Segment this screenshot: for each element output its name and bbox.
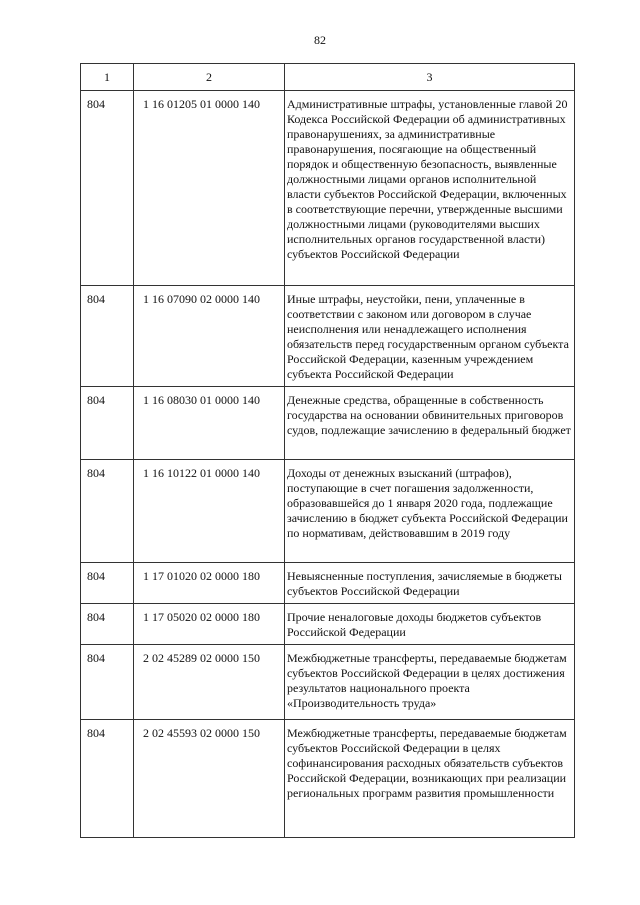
admin-code-cell: 804 <box>81 91 134 286</box>
revenue-name-cell: Доходы от денежных взысканий (штрафов), поступающие в счет погашения задолженности, образовавшейся до 1 января 2020 года, подлежащие зачислению в бюджет субъекта Российской Федерации по нормативам, действовавшим в 2019 году <box>285 460 575 563</box>
table-row <box>81 286 575 387</box>
kbk-cell: 2 02 45593 02 0000 150 <box>134 720 285 838</box>
revenue-name-cell: Межбюджетные трансферты, передаваемые бюджетам субъектов Российской Федерации в целях достижения результатов национального проекта «Производительность труда» <box>285 645 575 720</box>
admin-code-cell: 804 <box>81 604 134 645</box>
column-header-3: 3 <box>285 64 575 91</box>
admin-code-cell: 804 <box>81 460 134 563</box>
admin-code-cell: 804 <box>81 286 134 387</box>
table-row <box>81 563 575 604</box>
revenue-name-cell: Прочие неналоговые доходы бюджетов субъектов Российской Федерации <box>285 604 575 645</box>
table-row <box>81 387 575 460</box>
column-header-2: 2 <box>134 64 285 91</box>
kbk-cell: 1 16 07090 02 0000 140 <box>134 286 285 387</box>
table-row <box>81 720 575 838</box>
kbk-cell: 1 16 08030 01 0000 140 <box>134 387 285 460</box>
revenue-name-cell: Невыясненные поступления, зачисляемые в бюджеты субъектов Российской Федерации <box>285 563 575 604</box>
revenue-name-cell: Денежные средства, обращенные в собственность государства на основании обвинительных приговоров судов, подлежащие зачислению в федеральный бюджет <box>285 387 575 460</box>
table-row <box>81 460 575 563</box>
kbk-cell: 2 02 45289 02 0000 150 <box>134 645 285 720</box>
revenue-name-cell: Иные штрафы, неустойки, пени, уплаченные в соответствии с законом или договором в случае неисполнения или ненадлежащего исполнения обязательств перед государственным органом субъекта Российской Федерации, казенным учреждением субъекта Российской Федерации <box>285 286 575 387</box>
page-number: 82 <box>314 33 326 47</box>
table-row <box>81 604 575 645</box>
admin-code-cell: 804 <box>81 387 134 460</box>
table-row <box>81 645 575 720</box>
revenue-name-cell: Административные штрафы, установленные главой 20 Кодекса Российской Федерации об административных правонарушениях, за административные правонарушения, посягающие на общественный порядок и общественную безопасность, выявленные должностными лицами органов исполнительной власти субъектов Российской Федерации, включенных в соответствующие перечни, утвержденные высшими должностными лицами (руководителями высших исполнительных органов государственной власти) субъектов Российской Федерации <box>285 91 575 286</box>
kbk-cell: 1 17 01020 02 0000 180 <box>134 563 285 604</box>
kbk-cell: 1 16 10122 01 0000 140 <box>134 460 285 563</box>
revenue-table <box>80 63 575 838</box>
admin-code-cell: 804 <box>81 645 134 720</box>
kbk-cell: 1 16 01205 01 0000 140 <box>134 91 285 286</box>
table-header-row <box>81 64 575 91</box>
admin-code-cell: 804 <box>81 563 134 604</box>
table-row <box>81 91 575 286</box>
revenue-name-cell: Межбюджетные трансферты, передаваемые бюджетам субъектов Российской Федерации в целях софинансирования расходных обязательств субъектов Российской Федерации, возникающих при реализации региональных программ развития промышленности <box>285 720 575 838</box>
admin-code-cell: 804 <box>81 720 134 838</box>
column-header-1: 1 <box>81 64 134 91</box>
kbk-cell: 1 17 05020 02 0000 180 <box>134 604 285 645</box>
